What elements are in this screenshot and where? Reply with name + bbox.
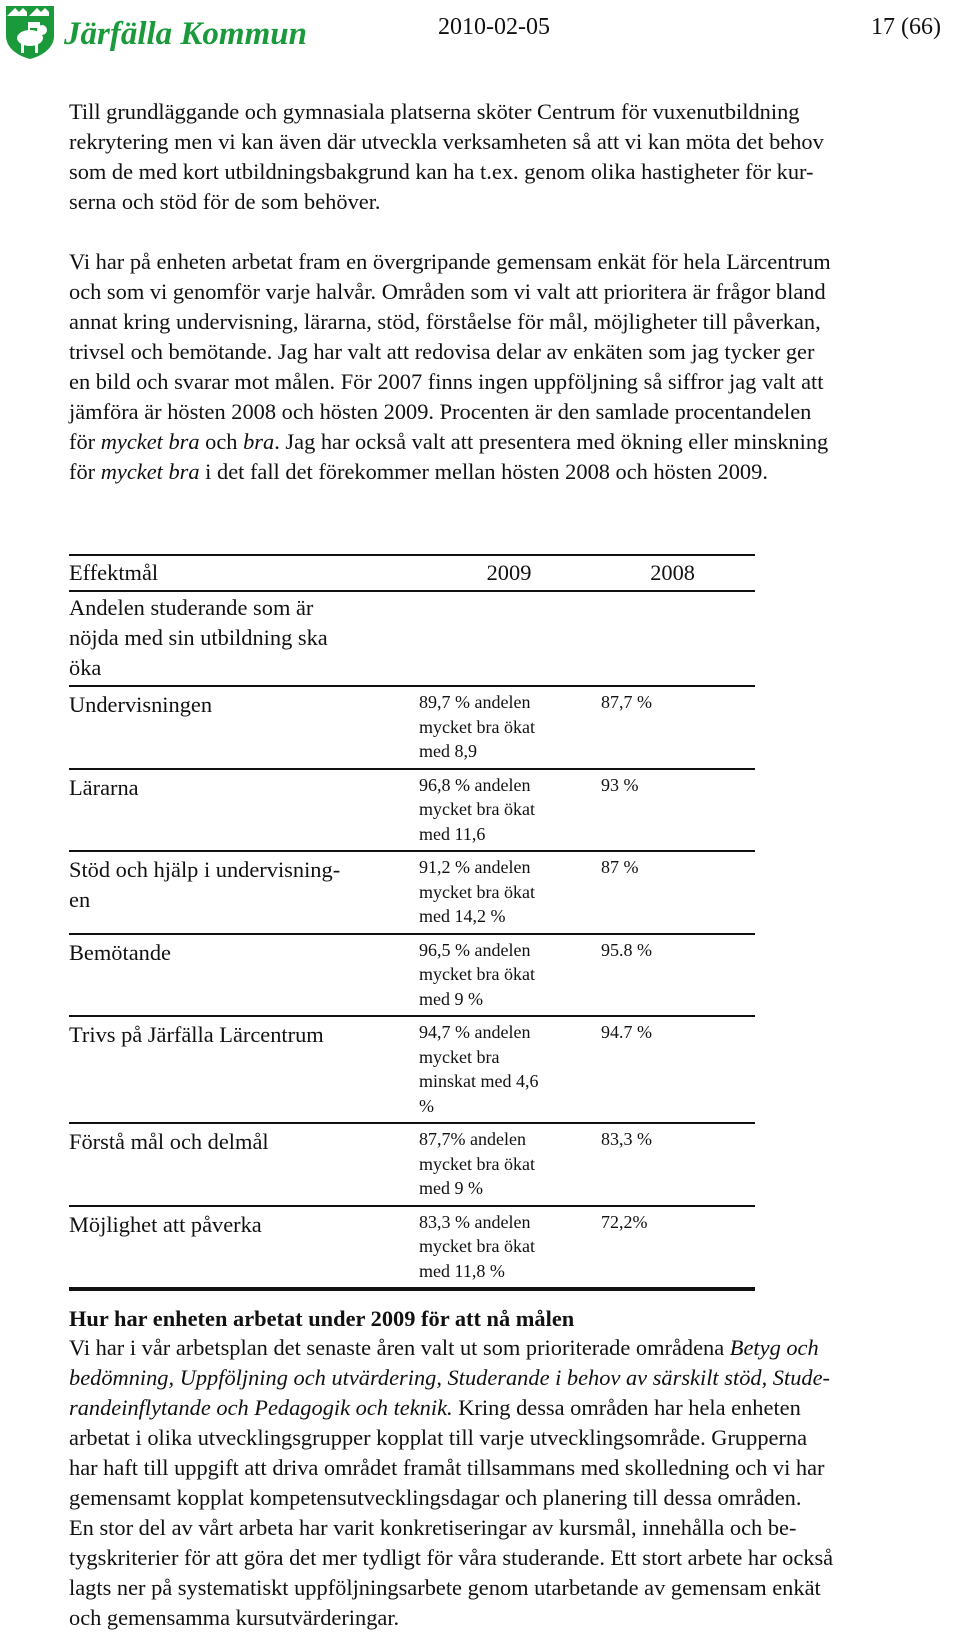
row-label: Stöd och hjälp i undervisning- en bbox=[69, 851, 419, 934]
text-line: för mycket bra i det fall det förekommer mellan hösten 2008 och hösten 2009. bbox=[69, 459, 768, 484]
value-2009: 96,5 % andelen mycket bra ökat med 9 % bbox=[419, 934, 589, 1017]
text-line: som de med kort utbildningsbakgrund kan ha t.ex. genom olika hastigheter för kur- bbox=[69, 159, 814, 184]
text-line: arbetat i olika utvecklingsgrupper kopplat till varje utvecklingsområde. Grupperna bbox=[69, 1425, 808, 1450]
intro-paragraph bbox=[69, 97, 953, 217]
table-row bbox=[69, 769, 755, 852]
page-header bbox=[0, 0, 960, 60]
row-label: Förstå mål och delmål bbox=[69, 1123, 419, 1206]
text-line: trivsel och bemötande. Jag har valt att redovisa delar av enkäten som jag tycker ger bbox=[69, 339, 815, 364]
jarfalla-kommun-logo bbox=[2, 2, 307, 60]
text-line: och gemensamma kursutvärderingar. bbox=[69, 1605, 400, 1630]
document-date: 2010-02-05 bbox=[438, 14, 550, 40]
text-line: Till grundläggande och gymnasiala platserna sköter Centrum för vuxenutbildning bbox=[69, 99, 800, 124]
page-number: 17 (66) bbox=[871, 14, 941, 40]
text-line: har haft till uppgift att driva området framåt tillsammans med skolledning och vi har bbox=[69, 1455, 825, 1480]
section-heading: Hur har enheten arbetat under 2009 för att nå målen bbox=[69, 1306, 575, 1331]
text-line: en bild och svarar mot målen. För 2007 finns ingen uppföljning så siffror jag valt att bbox=[69, 369, 824, 394]
header-effektmal: Effektmål bbox=[69, 555, 419, 591]
text-line: Vi har i vår arbetsplan det senaste åren valt ut som prioriterade områdena Betyg och bbox=[69, 1335, 819, 1360]
table-header-row bbox=[69, 555, 755, 591]
logo-wordmark: Järfälla Kommun bbox=[64, 16, 307, 52]
table-row bbox=[69, 1123, 755, 1206]
table-row bbox=[69, 1016, 755, 1123]
text-line: lagts ner på systematiskt uppföljningsarbete genom utarbetande av gemensam enkät bbox=[69, 1575, 821, 1600]
value-2008: 72,2% bbox=[589, 1206, 755, 1290]
header-2009: 2009 bbox=[419, 555, 589, 591]
survey-paragraph bbox=[69, 247, 953, 487]
text-line: Vi har på enheten arbetat fram en övergripande gemensam enkät för hela Lärcentrum bbox=[69, 249, 831, 274]
section-paragraph bbox=[69, 1333, 953, 1633]
goal-text: Andelen studerande som är nöjda med sin utbildning ska öka bbox=[69, 591, 419, 686]
table-row bbox=[69, 1206, 755, 1290]
value-2009: 91,2 % andelen mycket bra ökat med 14,2 % bbox=[419, 851, 589, 934]
row-label: Lärarna bbox=[69, 769, 419, 852]
value-2008: 94.7 % bbox=[589, 1016, 755, 1123]
text-line: rekrytering men vi kan även där utveckla verksamheten så att vi kan möta det behov bbox=[69, 129, 824, 154]
value-2009: 89,7 % andelen mycket bra ökat med 8,9 bbox=[419, 686, 589, 769]
value-2009: 96,8 % andelen mycket bra ökat med 11,6 bbox=[419, 769, 589, 852]
table-row bbox=[69, 934, 755, 1017]
effect-goal-table bbox=[69, 554, 755, 1291]
text-line: och som vi genomför varje halvår. Områden som vi valt att prioritera är frågor bland bbox=[69, 279, 826, 304]
text-line: tygskriterier för att göra det mer tydligt för våra studerande. Ett stort arbete har också bbox=[69, 1545, 834, 1570]
header-2008: 2008 bbox=[589, 555, 755, 591]
value-2008: 87 % bbox=[589, 851, 755, 934]
text-line: En stor del av vårt arbeta har varit konkretiseringar av kursmål, innehålla och be- bbox=[69, 1515, 797, 1540]
text-line: jämföra är hösten 2008 och hösten 2009. Procenten är den samlade procentandelen bbox=[69, 399, 812, 424]
row-label: Bemötande bbox=[69, 934, 419, 1017]
text-line: serna och stöd för de som behöver. bbox=[69, 189, 381, 214]
text-line: randeinflytande och Pedagogik och teknik. Kring dessa områden har hela enheten bbox=[69, 1395, 801, 1420]
table-row bbox=[69, 851, 755, 934]
row-label: Trivs på Järfälla Lärcentrum bbox=[69, 1016, 419, 1123]
value-2009: 87,7% andelen mycket bra ökat med 9 % bbox=[419, 1123, 589, 1206]
text-line: gemensamt kopplat kompetensutvecklingsdagar och planering till dessa områden. bbox=[69, 1485, 802, 1510]
row-label: Möjlighet att påverka bbox=[69, 1206, 419, 1290]
text-line: annat kring undervisning, lärarna, stöd, förståelse för mål, möjligheter till påverkan, bbox=[69, 309, 821, 334]
value-2008: 93 % bbox=[589, 769, 755, 852]
value-2008: 87,7 % bbox=[589, 686, 755, 769]
text-line: bedömning, Uppföljning och utvärdering, Studerande i behov av särskilt stöd, Stude- bbox=[69, 1365, 830, 1390]
value-2009: 83,3 % andelen mycket bra ökat med 11,8 % bbox=[419, 1206, 589, 1290]
value-2008: 95.8 % bbox=[589, 934, 755, 1017]
value-2008: 83,3 % bbox=[589, 1123, 755, 1206]
row-label: Undervisningen bbox=[69, 686, 419, 769]
text-line: för mycket bra och bra. Jag har också valt att presentera med ökning eller minskning bbox=[69, 429, 829, 454]
value-2009: 94,7 % andelen mycket bra minskat med 4,6 % bbox=[419, 1016, 589, 1123]
goal-row bbox=[69, 591, 755, 686]
table-row bbox=[69, 686, 755, 769]
